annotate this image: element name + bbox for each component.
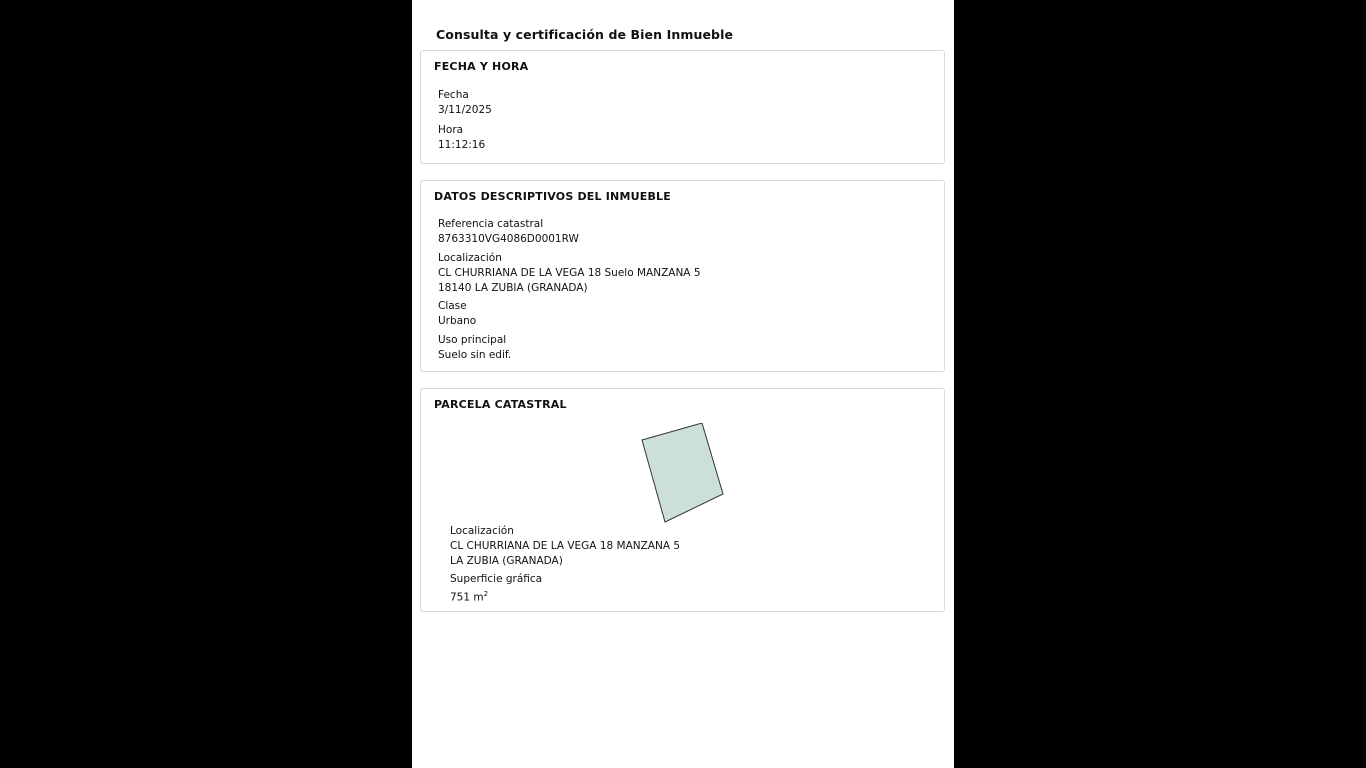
fecha-label: Fecha	[438, 89, 469, 101]
hora-label: Hora	[438, 124, 464, 136]
parcela-heading: PARCELA CATASTRAL	[434, 398, 567, 411]
fecha-value: 3/11/2025	[438, 104, 492, 116]
parcela-localizacion-field	[450, 524, 680, 569]
document-page	[412, 0, 954, 768]
hora-value: 11:12:16	[438, 139, 486, 151]
superficie-field	[450, 572, 542, 606]
clase-field	[438, 299, 476, 329]
localizacion-label: Localización	[438, 252, 502, 264]
fecha-field	[438, 88, 492, 118]
fecha-hora-card	[420, 50, 945, 164]
uso-field	[438, 333, 511, 363]
clase-label: Clase	[438, 300, 467, 312]
datos-descriptivos-card	[420, 180, 945, 372]
parcela-catastral-card	[420, 388, 945, 612]
fecha-hora-heading: FECHA Y HORA	[434, 60, 529, 73]
parcela-localizacion-line1: CL CHURRIANA DE LA VEGA 18 MANZANA 5	[450, 540, 681, 552]
page-title: Consulta y certificación de Bien Inmueble	[436, 27, 734, 42]
superficie-label: Superficie gráfica	[450, 573, 543, 585]
datos-descriptivos-heading: DATOS DESCRIPTIVOS DEL INMUEBLE	[434, 190, 671, 203]
referencia-value: 8763310VG4086D0001RW	[438, 233, 579, 245]
referencia-label: Referencia catastral	[438, 218, 544, 230]
referencia-field	[438, 217, 579, 247]
superficie-value-wrap	[450, 587, 542, 606]
parcel-polygon	[642, 423, 723, 522]
clase-value: Urbano	[438, 315, 477, 327]
parcela-localizacion-line2: LA ZUBIA (GRANADA)	[450, 555, 563, 567]
uso-label: Uso principal	[438, 334, 507, 346]
superficie-unit-sup: 2	[483, 590, 489, 598]
parcela-localizacion-label: Localización	[450, 525, 514, 537]
hora-field	[438, 123, 485, 153]
superficie-value: 751 m	[450, 591, 484, 604]
parcel-shape-map	[636, 423, 736, 527]
localizacion-line1: CL CHURRIANA DE LA VEGA 18 Suelo MANZANA 5	[438, 267, 701, 279]
uso-value: Suelo sin edif.	[438, 349, 512, 361]
localizacion-field	[438, 251, 701, 296]
localizacion-line2: 18140 LA ZUBIA (GRANADA)	[438, 282, 588, 294]
